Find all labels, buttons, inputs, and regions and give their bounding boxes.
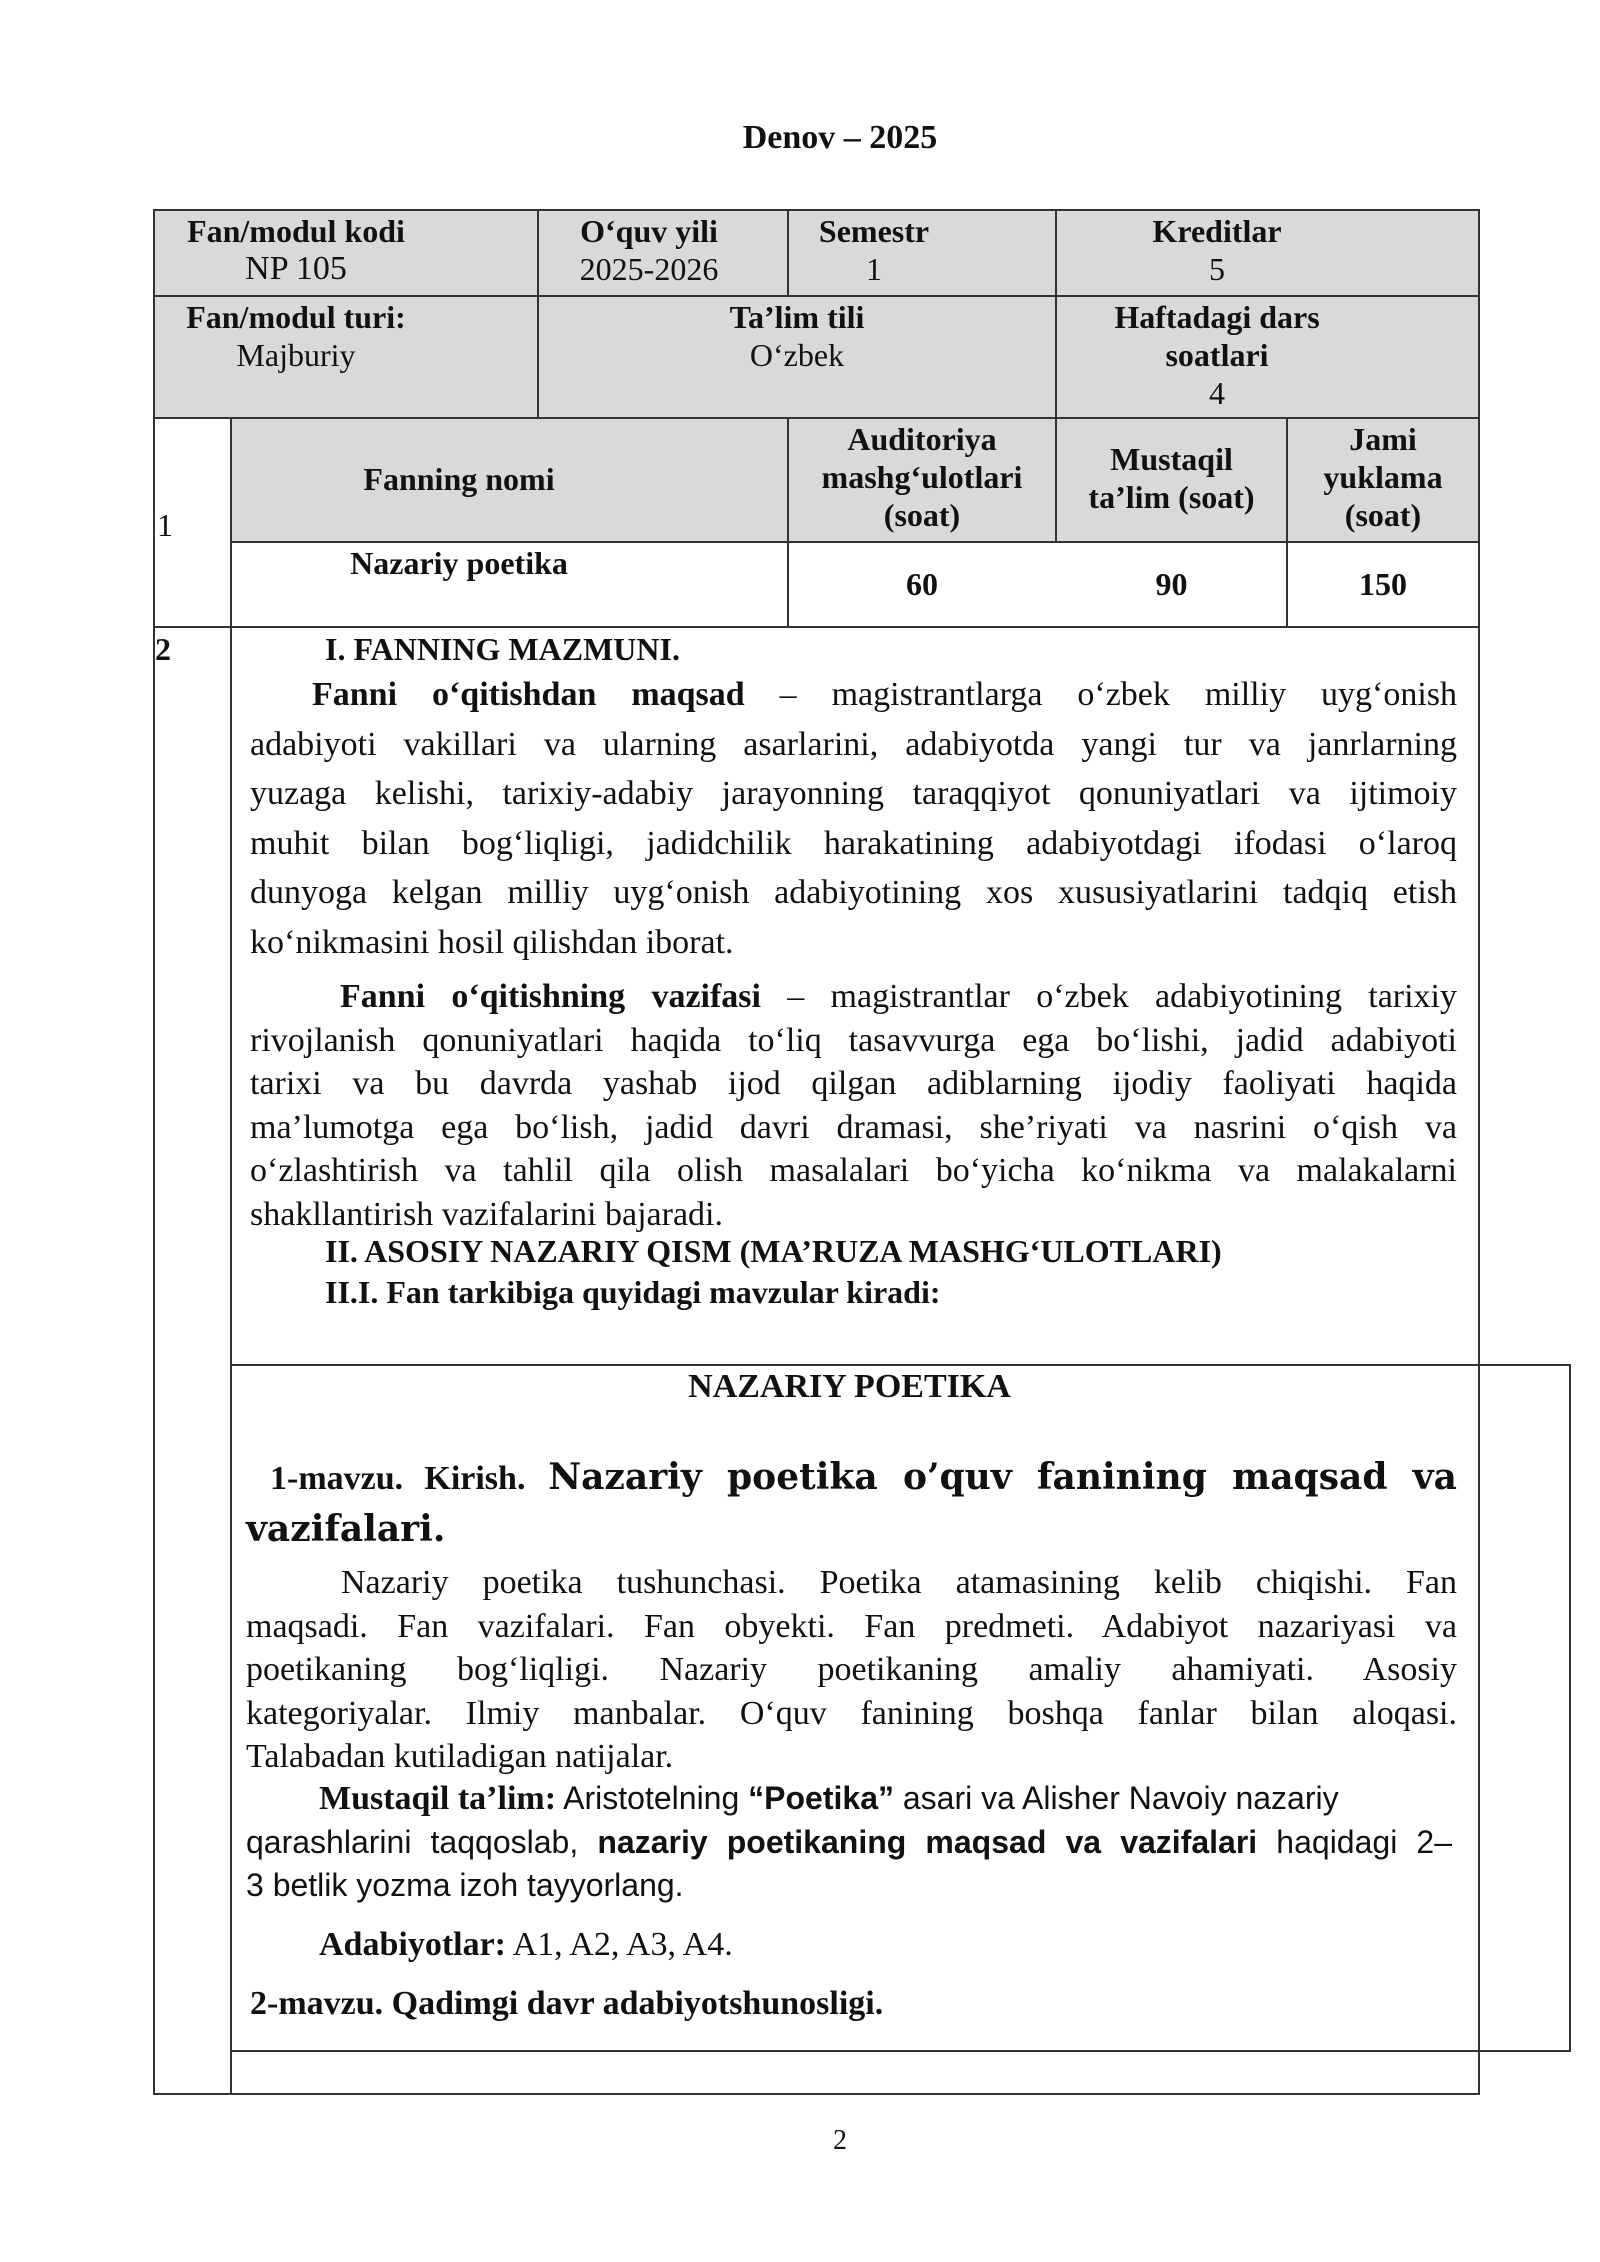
module-code-label: Fan/modul kodi	[187, 213, 405, 249]
section-2-subtitle: II.I. Fan tarkibiga quyidagi mavzular kiradi:	[325, 1274, 941, 1310]
document-title: Denov – 2025	[742, 119, 938, 156]
weekly-hours-label-2: soatlari	[1165, 337, 1269, 373]
goal-paragraph: Fanni o‘qitishdan maqsad – magistrantlarga o‘zbek milliy uyg‘onish adabiyoti vakillari va ularning asarlarini, adabiyotda yangi tur va janrlarning yuzaga kelishi, tarixiy-adabiy jarayonning taraqqiyot qonuniyatlari va ijtimoiy muhit bilan bog‘liqligi, jadidchilik harakatining adabiyotdagi ifodasi o‘laroq dunyoga kelgan milliy uyg‘onish adabiyotining xos xususiyatlarini tadqiq etish ko‘nikmasini hosil qilishdan iborat.	[250, 676, 1458, 961]
language-value: O‘zbek	[749, 337, 845, 373]
weekly-hours-cell	[1057, 298, 1377, 412]
module-type-label: Fan/modul turi:	[186, 299, 406, 335]
independent-study: Mustaqil ta’lim: Aristotelning “Poetika” asari va Alisher Navoiy nazariy qarashlarini taqqoslab, nazariy poetikaning maqsad va vazifalari haqidagi 2– 3 betlik yozma izoh tayyorlang.	[246, 1780, 1453, 1903]
literature-label: Adabiyotlar:	[319, 1926, 506, 1963]
task-paragraph: Fanni o‘qitishning vazifasi – magistrantlar o‘zbek adabiyotining tarixiy rivojlanish qonuniyatlari haqida to‘liq tasavvurga ega bo‘lishi, jadid adabiyoti tarixi va bu davrda yashab ijod qilgan adiblarning ijodiy faoliyati haqida ma’lumotga ega bo‘lish, jadid davri dramasi, she’riyati va nasrini o‘qish va o‘zlashtirish va tahlil qila olish masalalari bo‘yicha ko‘nikma va malakalarni shakllantirish vazifalarini bajaradi.	[250, 978, 1457, 1233]
credits-label: Kreditlar	[1152, 213, 1282, 249]
credits-cell	[1057, 212, 1377, 288]
weekly-hours-label-1: Haftadagi dars	[1114, 299, 1320, 335]
independent-hours-value: 90	[1155, 566, 1188, 602]
semester-label: Semestr	[818, 213, 930, 249]
total-hours-value: 150	[1359, 566, 1407, 602]
module-type-cell	[155, 298, 437, 374]
total-hours-label: Jami yuklama (soat)	[1323, 421, 1443, 533]
subject-name-label: Fanning nomi	[363, 461, 555, 497]
goal-label: Fanni o‘qitishdan maqsad	[312, 676, 745, 713]
section-2-title: II. ASOSIY NAZARIY QISM (MA’RUZA MASHG‘ULOTLARI)	[325, 1233, 1222, 1269]
topic-1-body: Nazariy poetika tushunchasi. Poetika atamasining kelib chiqishi. Fan maqsadi. Fan vazifalari. Fan obyekti. Fan predmeti. Adabiyot nazariyasi va poetikaning bog‘liqligi. Nazariy poetikaning amaliy ahamiyati. Asosiy kategoriyalar. Ilmiy manbalar. O‘quv fanining boshqa fanlar bilan aloqasi. Talabadan kutiladigan natijalar.	[246, 1564, 1457, 1775]
topic-1-title-2: vazifalari.	[246, 1508, 446, 1550]
row-number-1: 1	[157, 507, 173, 543]
module-code-value: NP 105	[245, 250, 347, 287]
semester-cell	[789, 212, 959, 288]
academic-year-label: O‘quv yili	[580, 213, 718, 249]
academic-year-cell	[539, 212, 759, 288]
independent-hours-label: Mustaqil ta’lim (soat)	[1088, 441, 1255, 515]
module-type-value: Majburiy	[236, 337, 356, 373]
task-label: Fanni o‘qitishning vazifasi	[340, 978, 761, 1015]
page-number: 2	[833, 2125, 847, 2156]
semester-value: 1	[866, 251, 882, 287]
topic-1-prefix: 1-mavzu. Kirish.	[270, 1460, 526, 1497]
academic-year-value: 2025-2026	[579, 251, 719, 287]
language-cell	[539, 298, 1055, 374]
credits-value: 5	[1209, 251, 1225, 287]
weekly-hours-value: 4	[1209, 375, 1225, 411]
classroom-hours-value: 60	[906, 566, 938, 602]
topic-1-heading	[246, 1451, 1457, 1554]
language-label: Ta’lim tili	[729, 299, 865, 335]
topic-2-heading: 2-mavzu. Qadimgi davr adabiyotshunosligi.	[250, 1985, 884, 2022]
topic-1-title: Nazariy poetika o’quv fanining maqsad va	[548, 1456, 1458, 1498]
row-number-2: 2	[155, 631, 171, 667]
classroom-hours-label: Auditoriya mashg‘ulotlari (soat)	[821, 421, 1023, 533]
literature	[319, 1920, 733, 1970]
section-1-title: I. FANNING MAZMUNI.	[325, 631, 680, 667]
subject-name-value: Nazariy poetika	[350, 545, 568, 581]
topics-title: NAZARIY POETIKA	[688, 1368, 1011, 1405]
independent-study-label: Mustaqil ta’lim:	[319, 1780, 557, 1817]
module-code-cell	[155, 212, 437, 288]
literature-value: A1, A2, A3, A4.	[512, 1926, 733, 1963]
